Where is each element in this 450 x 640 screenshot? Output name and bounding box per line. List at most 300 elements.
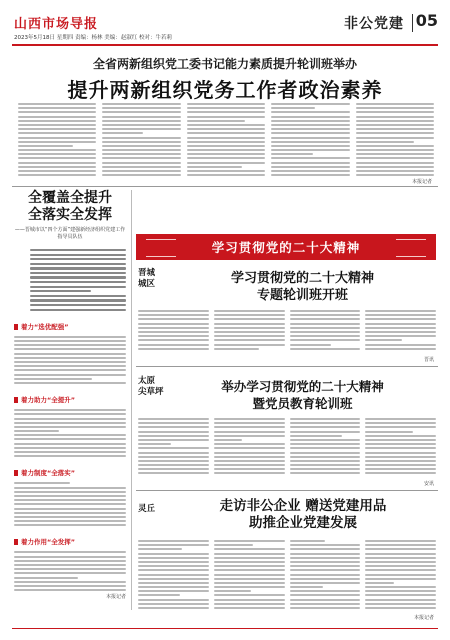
sidebar-story	[14, 190, 126, 610]
text-line-placeholder	[14, 491, 126, 493]
text-line-placeholder	[18, 103, 96, 105]
text-line-placeholder	[14, 434, 126, 436]
text-line-placeholder	[271, 111, 349, 113]
sidebar-subhead: 着力制度“全落实”	[14, 468, 126, 477]
text-line-placeholder	[214, 331, 285, 333]
text-line-placeholder	[138, 344, 209, 346]
text-line-placeholder	[30, 309, 126, 311]
text-line-placeholder	[138, 323, 209, 325]
text-line-placeholder	[102, 111, 180, 113]
text-line-placeholder	[356, 174, 434, 176]
text-line-placeholder	[365, 439, 436, 441]
text-line-placeholder	[290, 431, 361, 433]
article-headline-line: 走访非公企业 赠送党建用品	[219, 498, 387, 514]
text-line-placeholder	[365, 590, 436, 592]
text-line-placeholder	[138, 603, 209, 605]
text-line-placeholder	[290, 569, 361, 571]
text-line-placeholder	[30, 272, 126, 274]
text-line-placeholder	[214, 464, 285, 466]
text-line-placeholder	[14, 524, 126, 526]
article-headline	[170, 498, 436, 532]
text-line-placeholder	[356, 157, 434, 159]
text-line-placeholder	[214, 314, 285, 316]
text-line-placeholder	[187, 124, 265, 126]
text-line-placeholder	[14, 455, 126, 457]
text-line-placeholder	[271, 162, 349, 164]
text-line-placeholder	[214, 418, 285, 420]
text-line-placeholder	[138, 318, 209, 320]
text-line-placeholder	[187, 107, 265, 109]
text-line-placeholder	[14, 581, 126, 583]
text-line-placeholder	[290, 540, 325, 542]
text-line-placeholder	[18, 162, 96, 164]
text-line-placeholder	[214, 540, 285, 542]
text-line-placeholder	[14, 577, 78, 579]
text-line-placeholder	[271, 128, 349, 130]
text-line-placeholder	[214, 565, 285, 567]
text-line-placeholder	[214, 578, 285, 580]
text-line-placeholder	[187, 170, 265, 172]
text-line-placeholder	[102, 162, 180, 164]
text-line-placeholder	[102, 166, 180, 168]
text-line-placeholder	[271, 141, 349, 143]
text-line-placeholder	[290, 561, 361, 563]
text-line-placeholder	[214, 344, 285, 346]
text-line-placeholder	[290, 443, 361, 445]
text-line-placeholder	[365, 603, 436, 605]
text-line-placeholder	[14, 560, 126, 562]
text-line-placeholder	[365, 318, 436, 320]
text-line-placeholder	[138, 331, 209, 333]
text-line-placeholder	[290, 418, 361, 420]
article-column	[365, 310, 436, 354]
text-line-placeholder	[271, 116, 349, 118]
text-line-placeholder	[187, 166, 243, 168]
article-body	[138, 310, 436, 354]
text-line-placeholder	[102, 153, 180, 155]
region-label-line: 灵丘	[138, 504, 156, 514]
text-line-placeholder	[138, 460, 209, 462]
text-line-placeholder	[214, 443, 285, 445]
text-line-placeholder	[14, 340, 126, 342]
text-line-placeholder	[14, 443, 126, 445]
text-line-placeholder	[14, 451, 126, 453]
text-line-placeholder	[271, 103, 349, 105]
text-line-placeholder	[271, 153, 313, 155]
text-line-placeholder	[365, 464, 436, 466]
text-line-placeholder	[138, 443, 171, 445]
text-line-placeholder	[290, 335, 361, 337]
sidebar-subtitle: ——晋城市以“四个方面”建强新经济组织党建工作指导员队伍	[14, 227, 126, 240]
text-line-placeholder	[365, 418, 436, 420]
text-line-placeholder	[356, 124, 434, 126]
text-line-placeholder	[14, 516, 126, 518]
text-line-placeholder	[214, 548, 285, 550]
lead-column	[187, 103, 265, 179]
text-line-placeholder	[138, 348, 209, 350]
text-line-placeholder	[14, 365, 126, 367]
text-line-placeholder	[14, 512, 126, 514]
text-line-placeholder	[290, 553, 361, 555]
text-line-placeholder	[214, 318, 285, 320]
text-line-placeholder	[30, 304, 126, 306]
masthead	[0, 0, 450, 48]
text-line-placeholder	[18, 149, 96, 151]
text-line-placeholder	[290, 594, 361, 596]
text-line-placeholder	[365, 540, 436, 542]
sidebar-byline: 本报记者	[105, 594, 126, 601]
text-line-placeholder	[102, 157, 180, 159]
text-line-placeholder	[187, 149, 265, 151]
section-name: 非公党建	[344, 16, 404, 32]
text-line-placeholder	[365, 574, 436, 576]
text-line-placeholder	[30, 258, 126, 260]
text-line-placeholder	[214, 586, 285, 588]
text-line-placeholder	[30, 286, 126, 288]
text-line-placeholder	[14, 520, 126, 522]
text-line-placeholder	[290, 603, 361, 605]
lead-byline: 本报记者	[411, 179, 432, 185]
article-headline-line: 助推企业党建发展	[249, 515, 357, 531]
text-line-placeholder	[102, 170, 180, 172]
text-line-placeholder	[365, 582, 394, 584]
region-label-line: 晋城	[138, 268, 156, 278]
sidebar-section	[14, 317, 126, 384]
text-line-placeholder	[18, 116, 96, 118]
text-line-placeholder	[30, 276, 126, 278]
text-line-placeholder	[14, 357, 126, 359]
article-byline: 安讯	[423, 481, 434, 487]
article-headline-line: 举办学习贯彻党的二十大精神	[221, 379, 384, 394]
text-line-placeholder	[365, 586, 436, 588]
text-line-placeholder	[365, 452, 436, 454]
lead-column	[18, 103, 96, 179]
text-line-placeholder	[365, 422, 436, 424]
text-line-placeholder	[271, 166, 349, 168]
text-line-placeholder	[365, 456, 436, 458]
text-line-placeholder	[138, 431, 209, 433]
text-line-placeholder	[365, 557, 436, 559]
text-line-placeholder	[290, 557, 361, 559]
text-line-placeholder	[138, 565, 209, 567]
article-divider	[136, 490, 438, 491]
text-line-placeholder	[14, 568, 126, 570]
text-line-placeholder	[214, 569, 285, 571]
text-line-placeholder	[356, 149, 434, 151]
text-line-placeholder	[138, 310, 209, 312]
sidebar-headline-line: 全落实全发挥	[28, 207, 112, 223]
text-line-placeholder	[102, 141, 180, 143]
text-line-placeholder	[138, 561, 209, 563]
text-line-placeholder	[214, 544, 254, 546]
article-column	[138, 540, 209, 612]
text-line-placeholder	[271, 107, 315, 109]
text-line-placeholder	[14, 348, 126, 350]
lead-column	[271, 103, 349, 179]
text-line-placeholder	[187, 153, 265, 155]
article-column	[214, 310, 285, 354]
text-line-placeholder	[214, 327, 285, 329]
text-line-placeholder	[365, 565, 436, 567]
newspaper-name: 山西市场导报	[14, 17, 99, 32]
text-line-placeholder	[365, 426, 436, 428]
text-line-placeholder	[356, 137, 434, 139]
footer-rule	[12, 628, 438, 629]
text-line-placeholder	[30, 267, 126, 269]
issue-info: 2023年5月18日 星期四 责编：杨林 美编：赵淑红 校对：牛若莉	[14, 35, 172, 41]
text-line-placeholder	[14, 564, 126, 566]
text-line-placeholder	[18, 111, 96, 113]
text-line-placeholder	[290, 599, 361, 601]
text-line-placeholder	[18, 170, 96, 172]
text-line-placeholder	[214, 422, 285, 424]
sidebar-intro	[14, 249, 126, 311]
text-line-placeholder	[102, 145, 180, 147]
text-line-placeholder	[138, 439, 209, 441]
text-line-placeholder	[14, 361, 126, 363]
text-line-placeholder	[290, 468, 361, 470]
text-line-placeholder	[214, 310, 285, 312]
text-line-placeholder	[138, 452, 209, 454]
sidebar-subhead: 着力“选优配强”	[14, 322, 126, 331]
text-line-placeholder	[102, 128, 180, 130]
text-line-placeholder	[138, 435, 209, 437]
text-line-placeholder	[290, 327, 361, 329]
article-headline-line: 学习贯彻党的二十大精神	[230, 271, 374, 286]
text-line-placeholder	[102, 132, 143, 134]
text-line-placeholder	[356, 141, 415, 143]
text-line-placeholder	[18, 145, 73, 147]
article-column	[138, 310, 209, 354]
lead-kicker: 全省两新组织党工委书记能力素质提升轮训班举办	[92, 57, 357, 71]
text-line-placeholder	[138, 594, 180, 596]
theme-banner	[136, 234, 436, 260]
text-line-placeholder	[187, 141, 265, 143]
text-line-placeholder	[356, 170, 434, 172]
text-line-placeholder	[271, 137, 349, 139]
text-line-placeholder	[14, 353, 126, 355]
text-line-placeholder	[14, 344, 126, 346]
text-line-placeholder	[187, 116, 265, 118]
text-line-placeholder	[290, 422, 361, 424]
text-line-placeholder	[365, 599, 436, 601]
text-line-placeholder	[356, 145, 434, 147]
text-line-placeholder	[138, 557, 209, 559]
lead-story-body	[18, 103, 434, 179]
article-body	[138, 418, 436, 478]
text-line-placeholder	[187, 145, 265, 147]
text-line-placeholder	[365, 594, 436, 596]
text-line-placeholder	[290, 456, 361, 458]
text-line-placeholder	[214, 335, 285, 337]
text-line-placeholder	[138, 456, 209, 458]
text-line-placeholder	[365, 548, 436, 550]
article-byline: 晋讯	[423, 357, 434, 363]
text-line-placeholder	[214, 456, 285, 458]
text-line-placeholder	[14, 409, 126, 411]
text-line-placeholder	[187, 174, 265, 176]
text-line-placeholder	[14, 499, 126, 501]
text-line-placeholder	[365, 348, 436, 350]
text-line-placeholder	[30, 290, 91, 292]
text-line-placeholder	[14, 556, 126, 558]
text-line-placeholder	[18, 137, 96, 139]
text-line-placeholder	[18, 141, 96, 143]
region-label-line: 尖草坪	[138, 387, 164, 397]
text-line-placeholder	[14, 336, 126, 338]
text-line-placeholder	[290, 310, 361, 312]
text-line-placeholder	[14, 378, 92, 380]
lead-column	[356, 103, 434, 179]
article-column	[290, 418, 361, 478]
article-headline-line: 专题轮训班开班	[256, 288, 348, 303]
text-line-placeholder	[138, 418, 209, 420]
text-line-placeholder	[365, 331, 436, 333]
text-line-placeholder	[290, 548, 361, 550]
text-line-placeholder	[102, 174, 180, 176]
text-line-placeholder	[271, 174, 349, 176]
text-line-placeholder	[290, 578, 361, 580]
text-line-placeholder	[138, 599, 209, 601]
text-line-placeholder	[18, 128, 96, 130]
text-line-placeholder	[14, 426, 126, 428]
text-line-placeholder	[290, 565, 361, 567]
text-line-placeholder	[18, 107, 96, 109]
text-line-placeholder	[214, 594, 285, 596]
text-line-placeholder	[30, 254, 126, 256]
text-line-placeholder	[18, 157, 96, 159]
text-line-placeholder	[356, 107, 434, 109]
text-line-placeholder	[138, 426, 209, 428]
region-label-line: 城区	[138, 279, 156, 289]
text-line-placeholder	[365, 472, 436, 474]
text-line-placeholder	[14, 418, 126, 420]
text-line-placeholder	[14, 487, 126, 489]
text-line-placeholder	[30, 295, 126, 297]
text-line-placeholder	[14, 551, 126, 553]
sidebar-section	[14, 390, 126, 457]
text-line-placeholder	[214, 557, 285, 559]
text-line-placeholder	[214, 431, 285, 433]
article-byline: 本报记者	[413, 615, 434, 621]
text-line-placeholder	[187, 132, 265, 134]
text-line-placeholder	[290, 472, 361, 474]
text-line-placeholder	[30, 299, 126, 301]
text-line-placeholder	[214, 561, 285, 563]
text-line-placeholder	[14, 430, 59, 432]
text-line-placeholder	[30, 281, 126, 283]
text-line-placeholder	[214, 323, 285, 325]
text-line-placeholder	[14, 503, 126, 505]
text-line-placeholder	[18, 124, 96, 126]
text-line-placeholder	[138, 586, 209, 588]
text-line-placeholder	[356, 153, 434, 155]
text-line-placeholder	[214, 574, 285, 576]
text-line-placeholder	[356, 166, 434, 168]
text-line-placeholder	[187, 137, 265, 139]
text-line-placeholder	[102, 149, 180, 151]
text-line-placeholder	[271, 120, 349, 122]
text-line-placeholder	[187, 120, 245, 122]
text-line-placeholder	[365, 339, 402, 341]
sidebar-section	[14, 463, 126, 526]
text-line-placeholder	[138, 472, 209, 474]
text-line-placeholder	[365, 460, 436, 462]
text-line-placeholder	[365, 569, 436, 571]
text-line-placeholder	[14, 382, 126, 384]
text-line-placeholder	[18, 153, 96, 155]
text-line-placeholder	[365, 327, 436, 329]
text-line-placeholder	[271, 145, 349, 147]
text-line-placeholder	[356, 111, 434, 113]
text-line-placeholder	[138, 314, 209, 316]
text-line-placeholder	[290, 314, 361, 316]
sidebar-section	[14, 532, 126, 591]
text-line-placeholder	[14, 482, 70, 484]
text-line-placeholder	[271, 157, 349, 159]
text-line-placeholder	[138, 582, 209, 584]
text-line-placeholder	[214, 472, 285, 474]
sidebar-subhead: 着力作用“全发挥”	[14, 537, 126, 546]
text-line-placeholder	[138, 339, 209, 341]
sidebar-subhead: 着力助力“全提升”	[14, 395, 126, 404]
text-line-placeholder	[290, 439, 361, 441]
text-line-placeholder	[187, 111, 265, 113]
text-line-placeholder	[365, 544, 436, 546]
region-label	[138, 376, 164, 398]
column-rule	[131, 190, 132, 610]
masthead-divider	[412, 14, 413, 32]
text-line-placeholder	[138, 574, 209, 576]
text-line-placeholder	[138, 590, 209, 592]
text-line-placeholder	[102, 116, 180, 118]
text-line-placeholder	[138, 422, 209, 424]
text-line-placeholder	[214, 582, 285, 584]
text-line-placeholder	[14, 495, 126, 497]
text-line-placeholder	[290, 590, 361, 592]
region-label	[138, 504, 155, 515]
text-line-placeholder	[138, 468, 209, 470]
text-line-placeholder	[214, 452, 285, 454]
text-line-placeholder	[290, 452, 361, 454]
text-line-placeholder	[187, 162, 265, 164]
text-line-placeholder	[102, 103, 180, 105]
text-line-placeholder	[214, 447, 285, 449]
lead-headline: 提升两新组织党务工作者政治素养	[67, 78, 383, 102]
text-line-placeholder	[14, 413, 126, 415]
text-line-placeholder	[365, 561, 436, 563]
text-line-placeholder	[356, 162, 434, 164]
text-line-placeholder	[290, 344, 331, 346]
lead-column	[102, 103, 180, 179]
text-line-placeholder	[365, 578, 436, 580]
text-line-placeholder	[290, 348, 361, 350]
article-column	[365, 418, 436, 478]
text-line-placeholder	[14, 422, 126, 424]
text-line-placeholder	[214, 468, 285, 470]
text-line-placeholder	[290, 574, 361, 576]
text-line-placeholder	[214, 590, 251, 592]
text-line-placeholder	[14, 369, 126, 371]
text-line-placeholder	[290, 318, 361, 320]
text-line-placeholder	[138, 327, 209, 329]
text-line-placeholder	[138, 335, 209, 337]
text-line-placeholder	[214, 460, 285, 462]
text-line-placeholder	[14, 374, 126, 376]
text-line-placeholder	[290, 447, 361, 449]
text-line-placeholder	[271, 124, 349, 126]
text-line-placeholder	[290, 464, 361, 466]
